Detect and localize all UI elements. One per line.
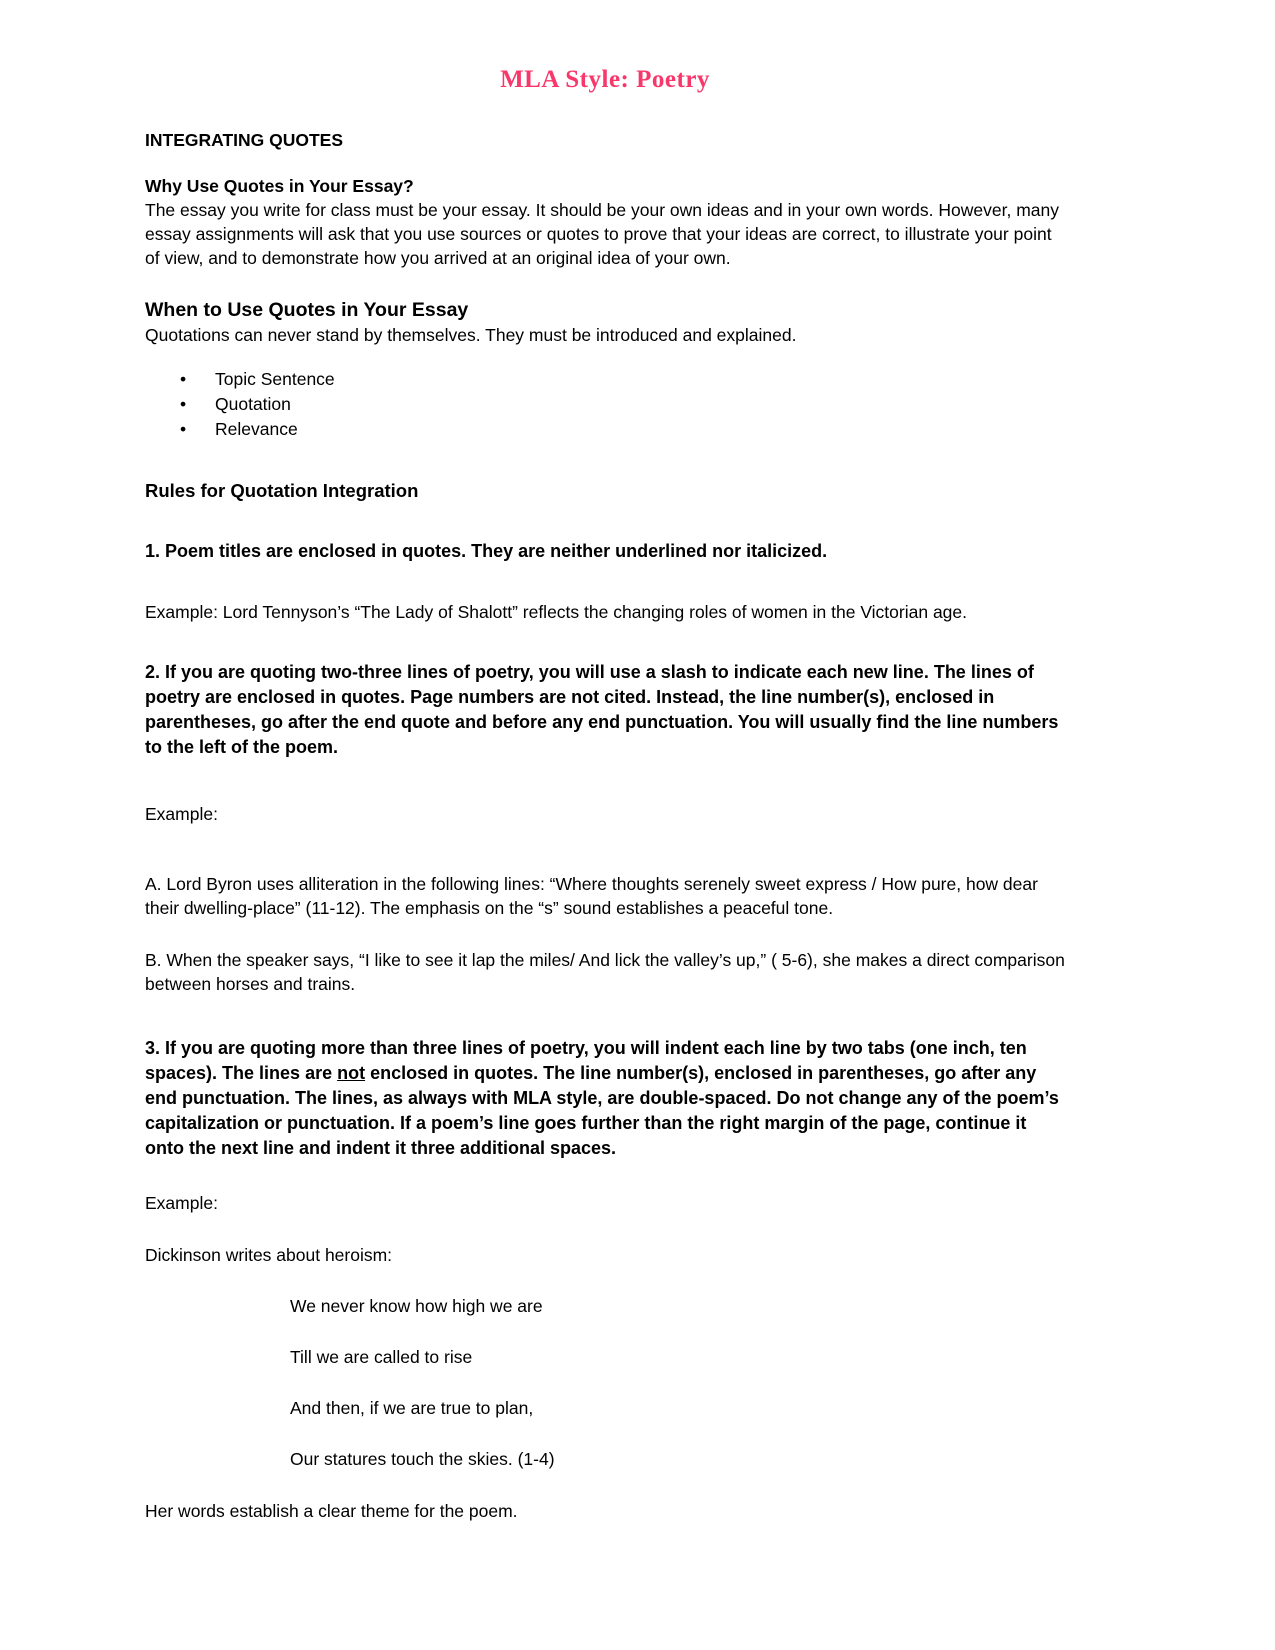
- rule-3-heading: [145, 1036, 1065, 1161]
- poem-block: [145, 1294, 1065, 1471]
- rule-3-intro: Dickinson writes about heroism:: [145, 1245, 393, 1265]
- section-why-use-quotes: [145, 174, 1065, 270]
- heading-rules-for-quotation-integration: Rules for Quotation Integration: [145, 480, 419, 501]
- rule-3-heading-part1: 3. If you are quoting more than three lines of poetry, you will indent each line by two tabs (one inch, ten spaces). The lines are: [145, 1038, 1027, 1083]
- section-when-to-use-quotes: [145, 298, 1065, 442]
- quote-structure-bullet-list: [180, 367, 1065, 442]
- poem-line: And then, if we are true to plan,: [290, 1398, 534, 1418]
- list-item: [180, 367, 1065, 392]
- section-rule-1: [145, 539, 1065, 624]
- rule-3-heading-part2: enclosed in quotes. The line number(s), enclosed in parentheses, go after any end punctuation. The lines, as always with MLA style, are double-spaced. Do not change any of the poem’s capitalization or punctuation. If a poem’s line goes further than the right margin of the page, continue it onto the next line and indent it three additional spaces.: [145, 1063, 1059, 1158]
- section-rule-3: [145, 1036, 1065, 1523]
- poem-line: Our statures touch the skies. (1-4): [290, 1449, 555, 1469]
- rule-3-heading-not-underlined: not: [337, 1063, 366, 1083]
- bullet-icon: [180, 367, 215, 392]
- document-title: MLA Style: Poetry: [500, 66, 710, 93]
- why-use-quotes-paragraph: The essay you write for class must be your essay. It should be your own ideas and in your own words. However, many essay assignments will ask that you use sources or quotes to prove that your ideas are correct, to illustrate your point of view, and to demonstrate how you arrived at an original idea of your own.: [145, 200, 1059, 268]
- rule-1-heading: 1. Poem titles are enclosed in quotes. They are neither underlined nor italicized.: [145, 541, 828, 561]
- poem-line: Till we are called to rise: [290, 1347, 473, 1367]
- rule-3-outro: Her words establish a clear theme for the poem.: [145, 1501, 518, 1521]
- rule-2-example-a: A. Lord Byron uses alliteration in the following lines: “Where thoughts serenely sweet express / How pure, how dear their dwelling-place” (11-12). The emphasis on the “s” sound establishes a peaceful tone.: [145, 874, 1038, 918]
- when-to-use-quotes-paragraph: Quotations can never stand by themselves. They must be introduced and explained.: [145, 325, 797, 345]
- rule-2-example-b: B. When the speaker says, “I like to see it lap the miles/ And lick the valley’s up,” ( 5-6), she makes a direct comparison between horses and trains.: [145, 950, 1065, 994]
- heading-why-use-quotes: Why Use Quotes in Your Essay?: [145, 176, 414, 196]
- heading-when-to-use-quotes: When to Use Quotes in Your Essay: [145, 299, 469, 321]
- rule-2-heading: 2. If you are quoting two-three lines of poetry, you will use a slash to indicate each new line. The lines of poetry are enclosed in quotes. Page numbers are not cited. Instead, the line number(s), enclosed in parentheses, go after the end quote and before any end punctuation. You will usually find the line numbers to the left of the poem.: [145, 662, 1059, 757]
- poem-line: We never know how high we are: [290, 1296, 543, 1316]
- list-item-label: Topic Sentence: [215, 369, 335, 389]
- list-item-label: Relevance: [215, 419, 298, 439]
- list-item-label: Quotation: [215, 394, 291, 414]
- list-item: [180, 392, 1065, 417]
- section-rule-2: [145, 660, 1065, 996]
- rule-1-example: Example: Lord Tennyson’s “The Lady of Shalott” reflects the changing roles of women in the Victorian age.: [145, 602, 968, 622]
- list-item: [180, 417, 1065, 442]
- bullet-icon: [180, 392, 215, 417]
- rule-3-example-label: Example:: [145, 1193, 218, 1213]
- rule-2-example-label: Example:: [145, 804, 218, 824]
- bullet-icon: [180, 417, 215, 442]
- heading-integrating-quotes: INTEGRATING QUOTES: [145, 130, 344, 150]
